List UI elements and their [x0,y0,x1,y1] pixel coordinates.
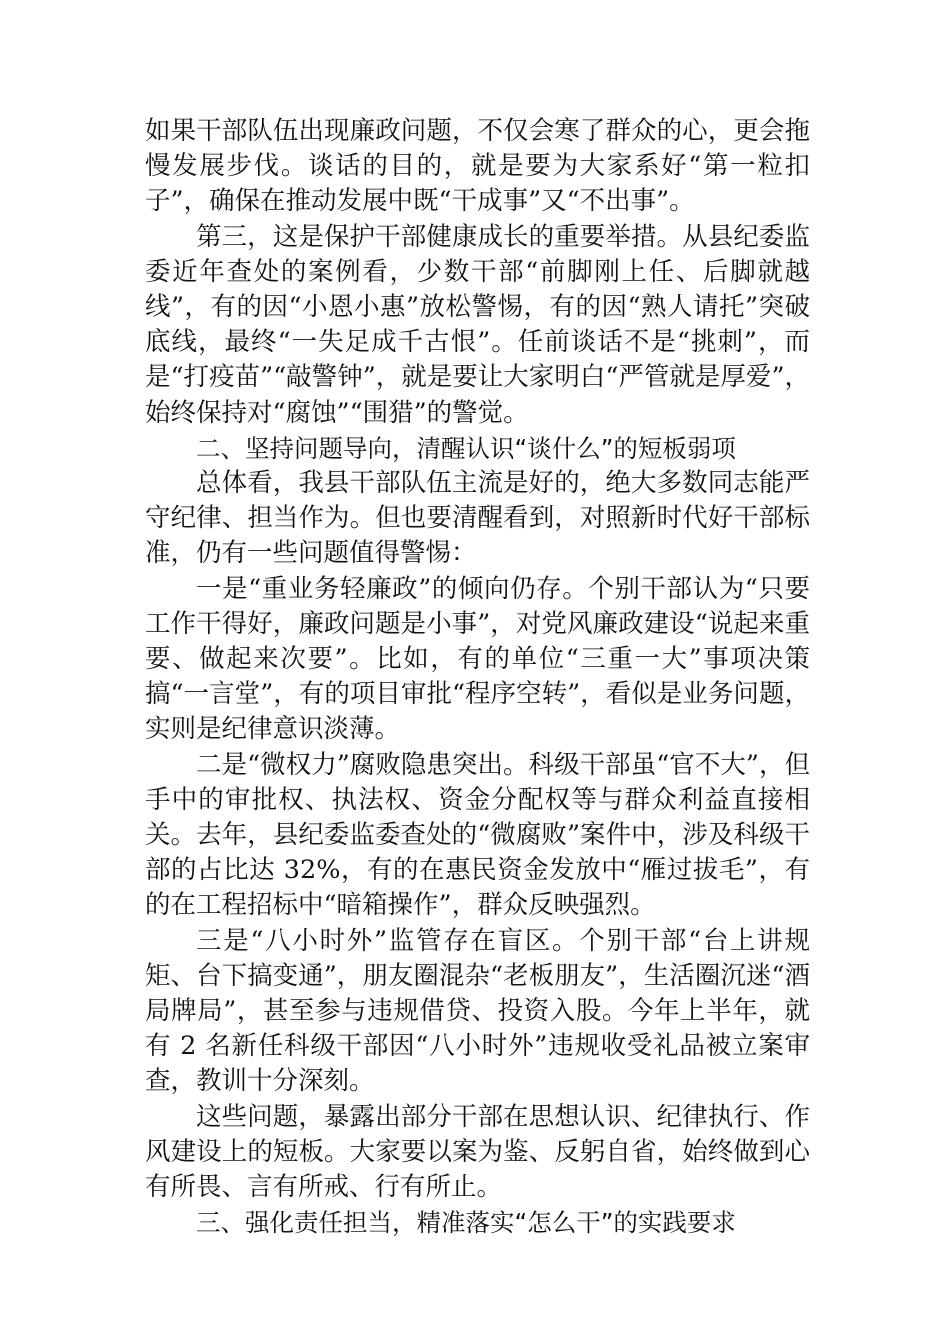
section-heading-two: 二、坚持问题导向，清醒认识“谈什么”的短板弱项 [196,433,736,463]
paragraph-summary: 这些问题，暴露出部分干部在思想认识、纪律执行、作风建设上的短板。大家要以案为鉴、反躬自省，始终做到心有所畏、言有所戒、行有所止。 [145,1101,810,1203]
paragraph-issue-two: 二是“微权力”腐败隐患突出。科级干部虽“官不大”，但手中的审批权、执法权、资金分配权等与群众利益直接相关。去年，县纪委监委查处的“微腐败”案件中，涉及科级干部的占比达 32%，有的在惠民资金发放中“雁过拔毛”，有的在工程招标中“暗箱操作”，群众反映强烈。 [145,749,810,921]
paragraph-issue-one: 一是“重业务轻廉政”的倾向仍存。个别干部认为“只要工作干得好，廉政问题是小事”，对党风廉政建设“说起来重要、做起来次要”。比如，有的单位“三重一大”事项决策搞“一言堂”，有的项目审批“程序空转”，看似是业务问题，实则是纪律意识淡薄。 [145,573,810,745]
paragraph-issue-three: 三是“八小时外”监管存在盲区。个别干部“台上讲规矩、台下搞变通”，朋友圈混杂“老板朋友”，生活圈沉迷“酒局牌局”，甚至参与违规借贷、投资入股。今年上半年，就有 2 名新任科级干部因“八小时外”违规收受礼品被立案审查，教训十分深刻。 [145,925,810,1097]
paragraph-third-point: 第三，这是保护干部健康成长的重要举措。从县纪委监委近年查处的案例看，少数干部“前脚刚上任、后脚就越线”，有的因“小恩小惠”放松警惕，有的因“熟人请托”突破底线，最终“一失足成千古恨”。任前谈话不是“挑刺”，而是“打疫苗”“敲警钟”，就是要让大家明白“严管就是厚爱”，始终保持对“腐蚀”“围猎”的警觉。 [145,221,810,428]
section-heading-three: 三、强化责任担当，精准落实“怎么干”的实践要求 [196,1208,736,1238]
document-body [145,114,810,1241]
paragraph-overview: 总体看，我县干部队伍主流是好的，绝大多数同志能严守纪律、担当作为。但也要清醒看到，对照新时代好干部标准，仍有一些问题值得警惕： [145,468,810,569]
paragraph-continuation: 如果干部队伍出现廉政问题，不仅会寒了群众的心，更会拖慢发展步伐。谈话的目的，就是要为大家系好“第一粒扣子”，确保在推动发展中既“干成事”又“不出事”。 [145,116,810,217]
